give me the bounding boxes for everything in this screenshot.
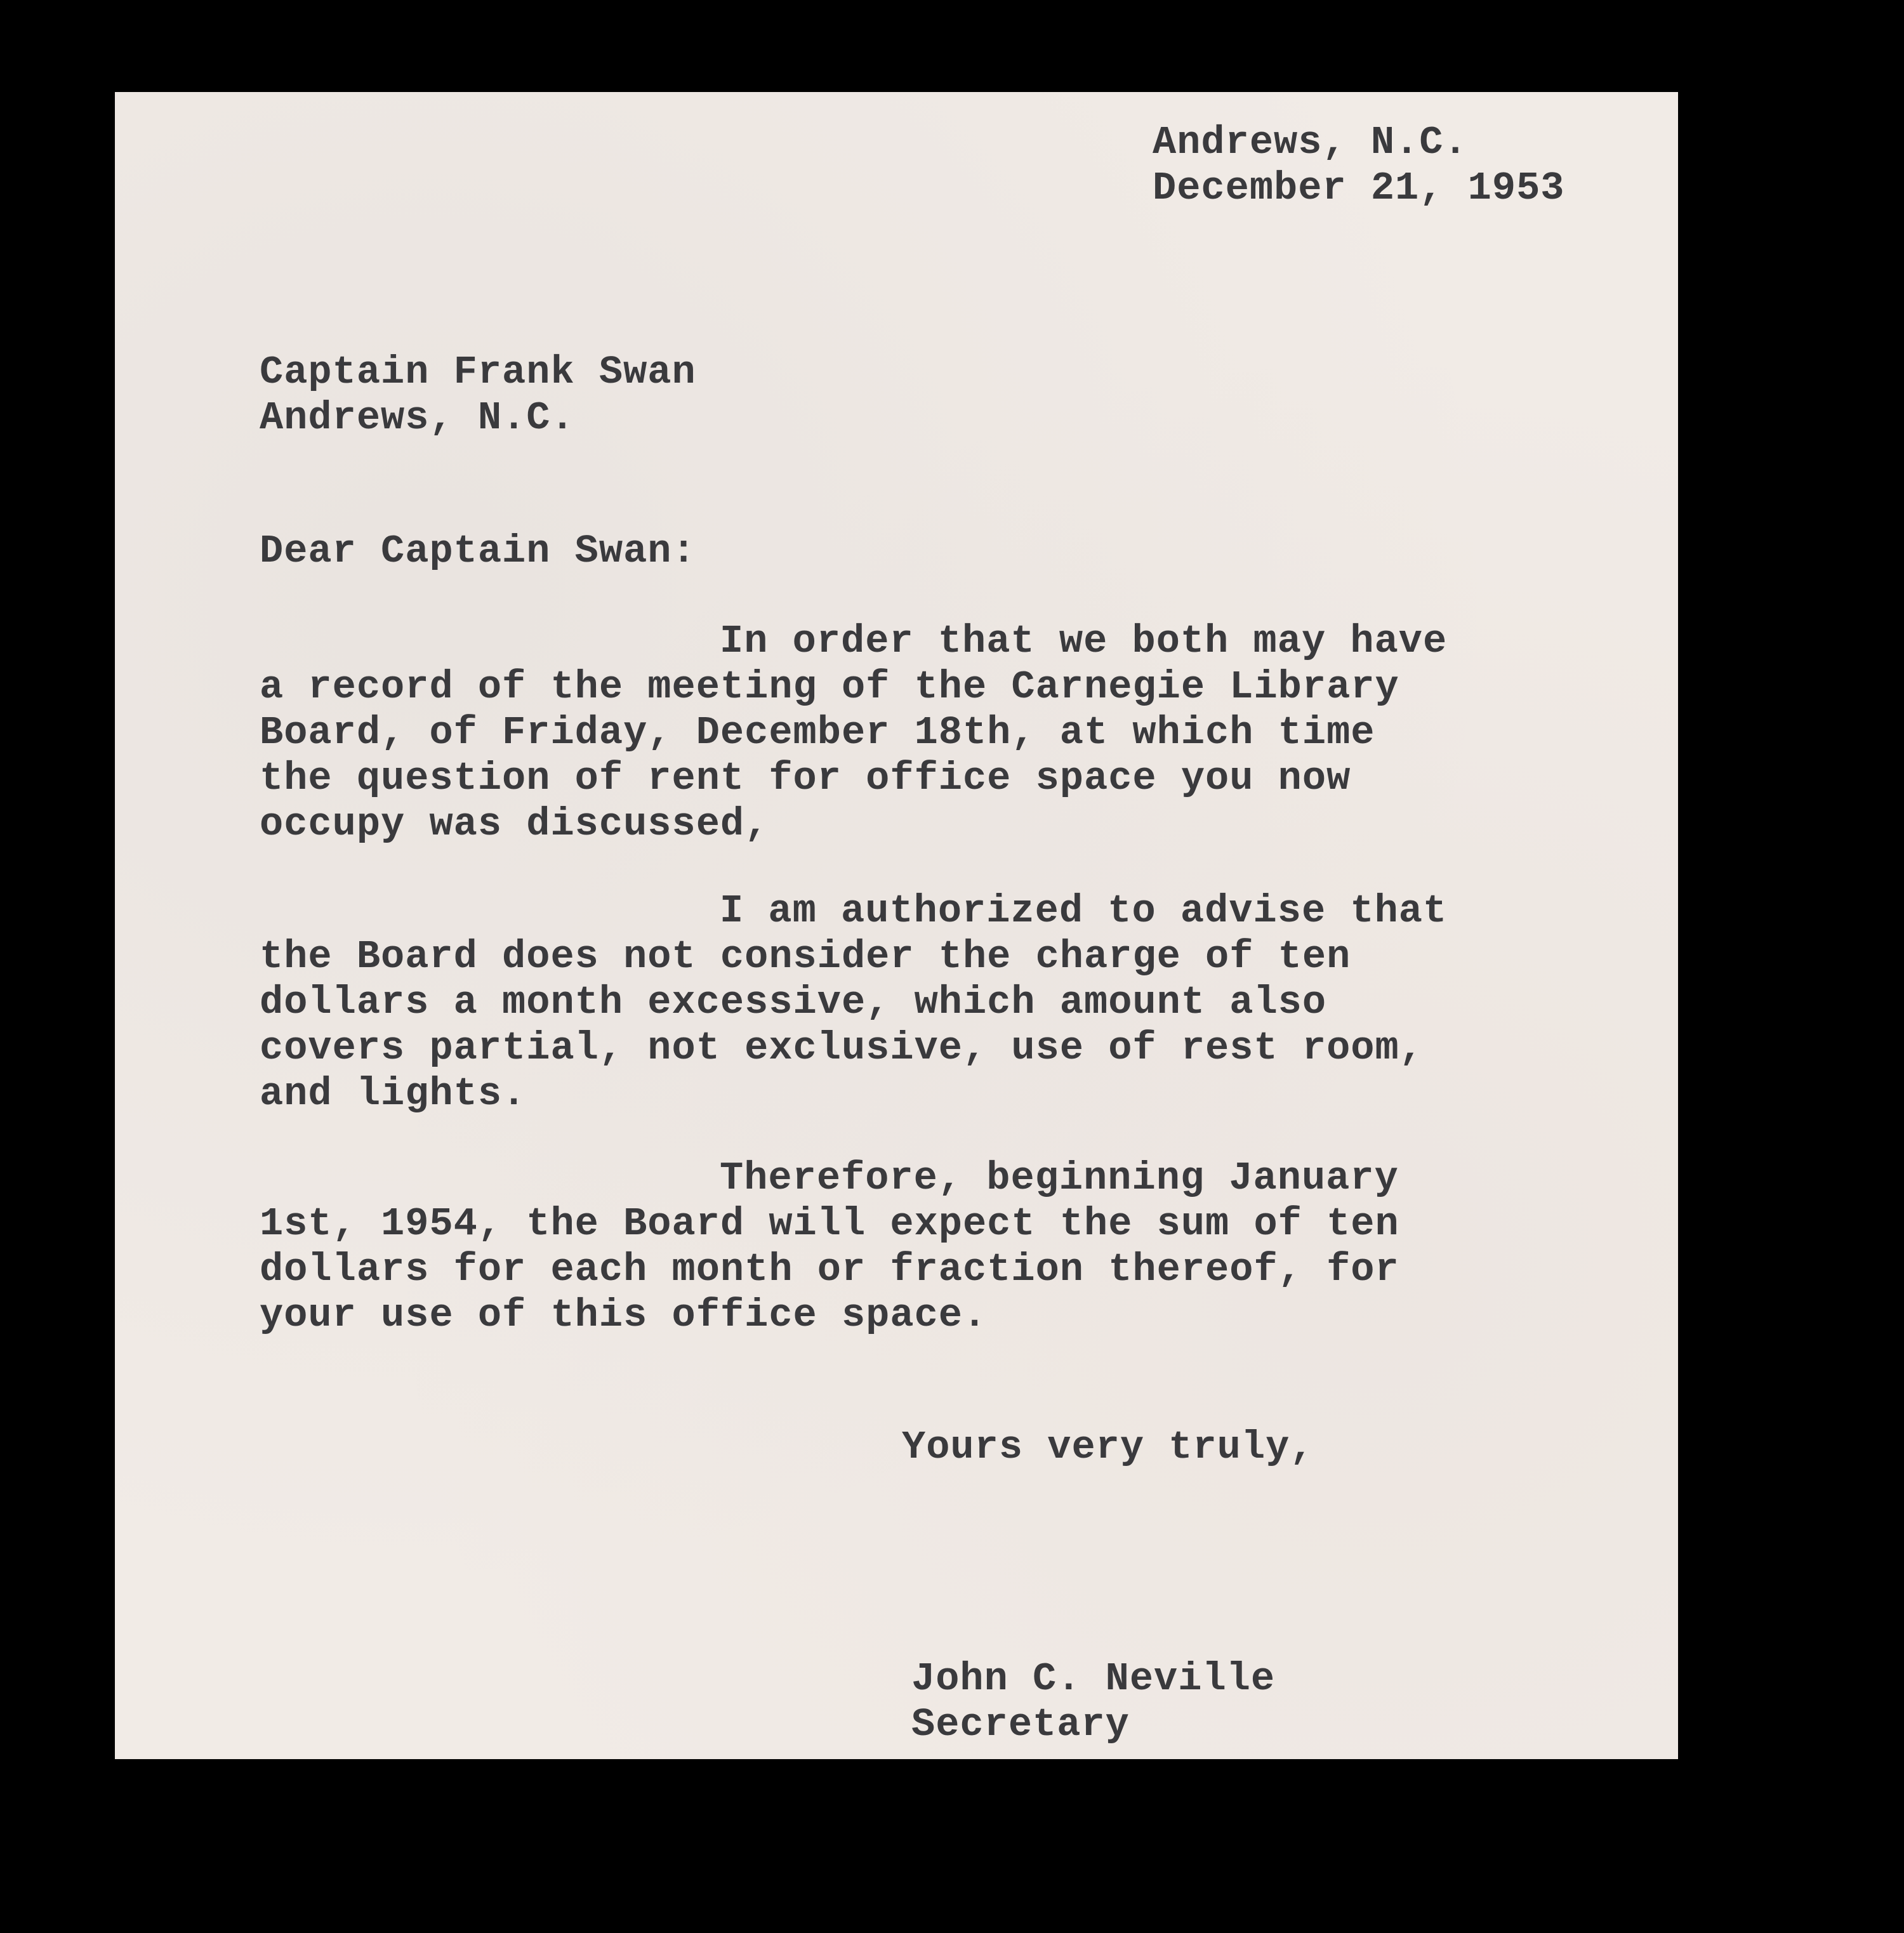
salutation: Dear Captain Swan: <box>260 529 696 574</box>
paragraph-2-line-3: dollars a month excessive, which amount also <box>260 980 1327 1025</box>
recipient-city: Andrews, N.C. <box>260 395 575 440</box>
paragraph-1-line-3: Board, of Friday, December 18th, at which time <box>260 710 1375 755</box>
paragraph-3-line-1: Therefore, beginning January <box>720 1156 1399 1201</box>
closing: Yours very truly, <box>902 1425 1314 1470</box>
signer-name: John C. Neville <box>911 1656 1276 1701</box>
paragraph-2-line-5: and lights. <box>260 1071 527 1116</box>
paragraph-2-line-2: the Board does not consider the charge of ten <box>260 934 1351 979</box>
paragraph-3-line-4: your use of this office space. <box>260 1293 988 1338</box>
paragraph-1-line-1: In order that we both may have <box>720 619 1448 664</box>
paragraph-1-line-2: a record of the meeting of the Carnegie Library <box>260 664 1399 709</box>
paragraph-3-line-2: 1st, 1954, the Board will expect the sum of ten <box>260 1201 1399 1246</box>
signer-title: Secretary <box>911 1702 1130 1747</box>
paragraph-1-line-4: the question of rent for office space you now <box>260 756 1351 801</box>
paragraph-2-line-1: I am authorized to advise that <box>720 888 1448 934</box>
letter-date: December 21, 1953 <box>1153 166 1565 211</box>
letter-page <box>115 92 1678 1759</box>
letter-place: Andrews, N.C. <box>1153 120 1468 165</box>
recipient-name: Captain Frank Swan <box>260 350 696 395</box>
paragraph-3-line-3: dollars for each month or fraction thereof, for <box>260 1247 1399 1292</box>
paragraph-1-line-5: occupy was discussed, <box>260 802 769 847</box>
paragraph-2-line-4: covers partial, not exclusive, use of rest room, <box>260 1026 1424 1071</box>
